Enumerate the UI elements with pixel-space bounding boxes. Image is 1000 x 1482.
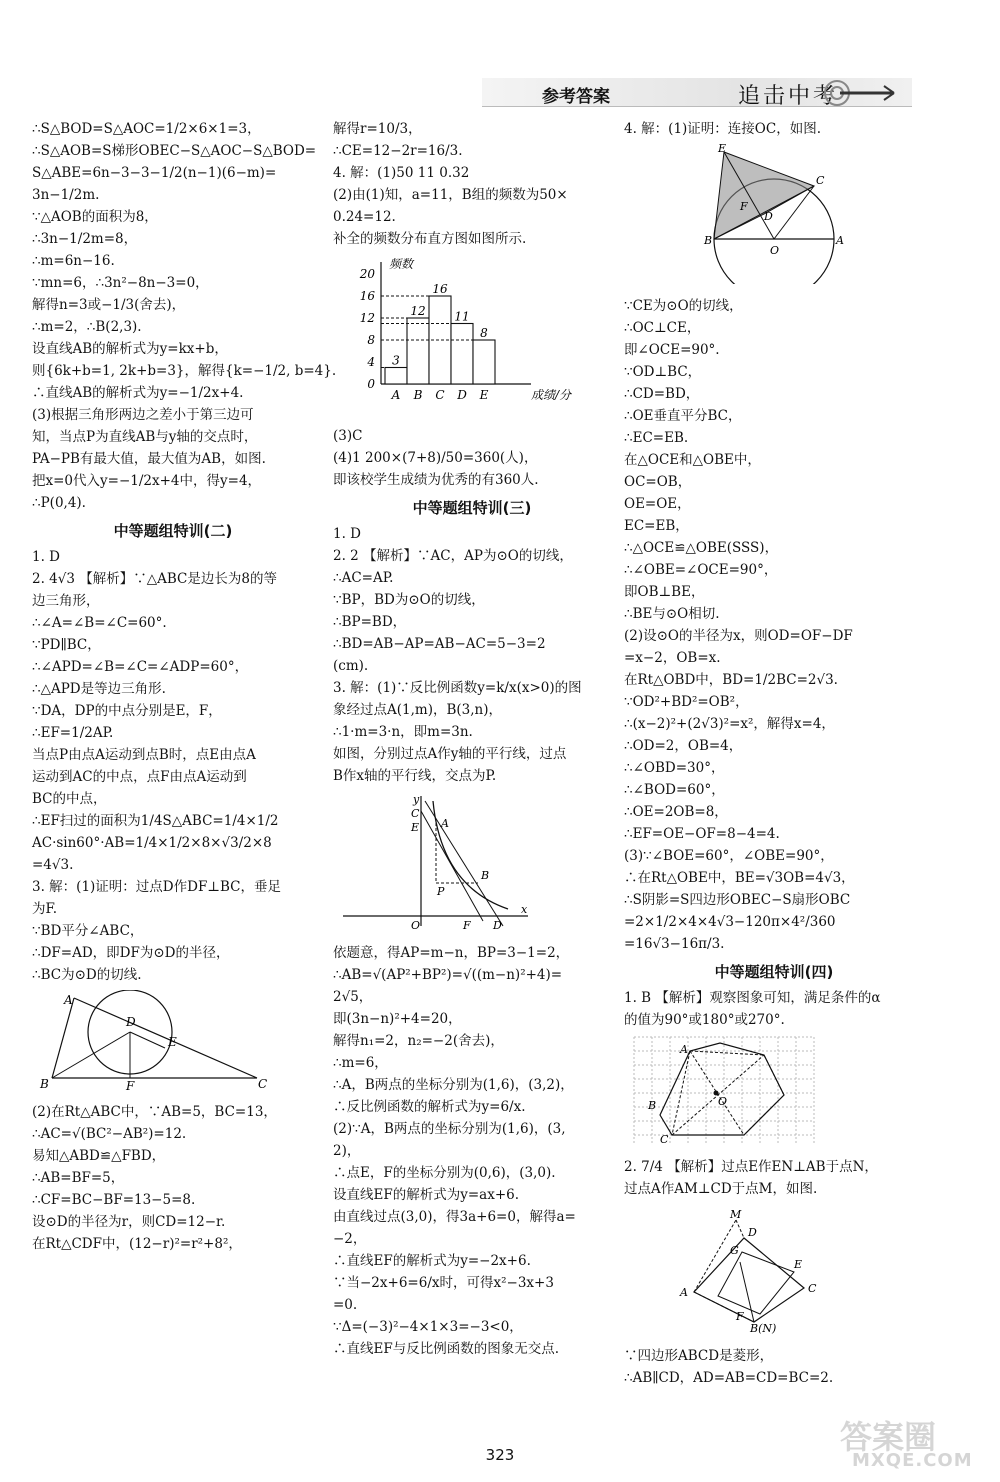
text-line: 4. 解：(1)50 11 0.32 <box>333 165 470 181</box>
text-line: 解得r=10/3， <box>333 121 422 137</box>
hist-y-tick: 0 <box>367 377 375 391</box>
text-line: ∵OD⊥BC， <box>624 364 702 380</box>
text-line: ∴∠A=∠B=∠C=60°. <box>32 615 167 631</box>
grid-label-A: A <box>680 1043 688 1056</box>
text-line: 设直线AB的解析式为y=kx+b， <box>32 341 228 357</box>
text-line: 解得n=3或−1/3(舍去)， <box>32 297 186 313</box>
text-line: (3)根据三角形两边之差小于第三边可 <box>32 407 254 423</box>
text-line: EC=EB， <box>624 518 689 534</box>
text-line: 2. 2 【解析】∵AC，AP为⊙O的切线， <box>333 548 573 564</box>
section-title-2: 中等题组特训(二) <box>113 522 233 540</box>
text-line: ∴∠OBD=30°， <box>624 760 725 776</box>
hist-category-label: E <box>479 388 489 402</box>
text-line: 即OB⊥BE， <box>624 584 705 600</box>
col1-text-block-2 <box>32 546 314 986</box>
column-1 <box>32 118 337 1255</box>
hist-y-label: 频数 <box>389 257 414 271</box>
column-2 <box>333 118 611 1360</box>
text-line: ∵PD∥BC， <box>32 637 101 653</box>
col1-text-block-1 <box>32 118 337 514</box>
text-line: 2)， <box>333 1143 361 1159</box>
rhombus-label-BN: B(N) <box>750 1322 777 1334</box>
text-line: ∴EF=1/2AP. <box>32 725 114 741</box>
col2-text-block-1 <box>333 118 611 250</box>
text-line: ∴EF扫过的面积为1/4S△ABC=1/4×1/2 <box>32 813 279 829</box>
text-line: 过点A作AM⊥CD于点M，如图. <box>624 1181 818 1197</box>
text-line: ∴△APD是等边三角形. <box>32 681 166 697</box>
figure-function-graph <box>333 791 611 938</box>
watermark-logo <box>840 1412 990 1474</box>
text-line: ∴EF=OE−OF=8−4=4. <box>624 826 780 842</box>
hist-x-label: 成绩/分 <box>531 388 572 402</box>
text-line: ∵BP，BD为⊙O的切线， <box>333 592 485 608</box>
label-A: A <box>64 993 73 1007</box>
text-line: ∴CE=12−2r=16/3. <box>333 143 463 159</box>
text-line: 设⊙D的半径为r，则CD=12−r. <box>32 1214 226 1230</box>
text-line: (3)C <box>333 428 363 444</box>
text-line: ∴直线EF的解析式为y=−2x+6. <box>333 1253 531 1269</box>
rhombus-label-M: M <box>730 1208 742 1221</box>
text-line: 象经过点A(1,m)，B(3,n)， <box>333 702 502 718</box>
rhombus-label-A: A <box>680 1286 688 1299</box>
label-C: C <box>258 1077 268 1090</box>
text-line: ∴CD=BD， <box>624 386 700 402</box>
page-header <box>482 78 912 112</box>
rhombus-label-F: F <box>736 1310 744 1323</box>
answer-label: 参考答案 <box>542 87 610 107</box>
text-line: ∴AB∥CD，AD=AB=CD=BC=2. <box>624 1370 834 1386</box>
text-line: ∴CF=BC−BF=13−5=8. <box>32 1192 196 1208</box>
text-line: ∴S△AOB=S梯形OBEC−S△AOC−S△BOD= <box>32 143 317 159</box>
hist-bar <box>451 324 473 385</box>
text-line: 设直线EF的解析式为y=ax+6. <box>333 1187 520 1203</box>
text-line: ∴EC=EB. <box>624 430 689 446</box>
text-line: ∴m=6， <box>333 1055 388 1071</box>
text-line: 由直线过点(3,0)，得3a+6=0，解得a= <box>333 1209 576 1225</box>
grid-label-C: C <box>660 1133 669 1145</box>
text-line: 为F. <box>32 901 58 917</box>
figure-grid-rotation <box>624 1035 924 1152</box>
text-line: ∵mn=6，∴3n²−8n−3=0， <box>32 275 209 291</box>
text-line: ∴OE=2OB=8， <box>624 804 728 820</box>
circle-label-C: C <box>816 174 825 187</box>
hist-y-tick: 4 <box>367 355 375 369</box>
text-line: 在△OCE和△OBE中， <box>624 452 761 468</box>
text-line: BC的中点， <box>32 791 107 807</box>
text-line: PA−PB有最大值，最大值为AB，如图. <box>32 451 266 467</box>
text-line: 边三角形， <box>32 593 100 609</box>
text-line: ∵OD²+BD²=OB²， <box>624 694 749 710</box>
rhombus-label-E: E <box>794 1258 803 1271</box>
text-line: (2)∵A，B两点的坐标分别为(1,6)，(3, <box>333 1121 566 1137</box>
text-line: ∵CE为⊙O的切线， <box>624 298 743 314</box>
text-line: 1. B 【解析】观察图象可知，满足条件的α <box>624 990 881 1006</box>
text-line: 即∠OCE=90°. <box>624 342 720 358</box>
grid-label-O: O <box>718 1095 728 1108</box>
text-line: ∴AB=BF=5， <box>32 1170 125 1186</box>
col2-text-block-2 <box>333 425 611 491</box>
label-D: D <box>126 1015 136 1029</box>
label-F: F <box>126 1079 135 1090</box>
text-line: ∴OC⊥CE， <box>624 320 701 336</box>
page-number: 323 <box>485 1446 515 1464</box>
text-line: (2)由(1)知，a=11，B组的频数为50× <box>333 187 568 203</box>
text-line: S△ABE=6n−3−3−1/2(n−1)(6−m)= <box>32 165 277 181</box>
text-line: AC·sin60°·AB=1/4×1/2×8×√3/2×8 <box>32 835 272 851</box>
text-line: ∴OD=2，OB=4， <box>624 738 743 754</box>
hist-y-tick: 12 <box>359 311 375 325</box>
figure-circle-tangent <box>624 144 924 291</box>
text-line: ∵BD平分∠ABC， <box>32 923 144 939</box>
graph-label-F: F <box>463 919 471 931</box>
watermark-line-2: MXQE.COM <box>852 1450 973 1471</box>
text-line: ∵DA，DP的中点分别是E，F， <box>32 703 222 719</box>
text-line: 如图，分别过点A作y轴的平行线，过点 <box>333 746 567 762</box>
text-line: =16√3−16π/3. <box>624 936 725 952</box>
circle-label-O: O <box>770 244 780 257</box>
text-line: ∴直线AB的解析式为y=−1/2x+4. <box>32 385 244 401</box>
text-line: 2. 4√3 【解析】∵△ABC是边长为8的等 <box>32 571 277 587</box>
graph-label-O: O <box>411 919 421 931</box>
hist-category-label: D <box>457 388 467 402</box>
text-line: =x−2，OB=x. <box>624 650 721 666</box>
rhombus-label-D: D <box>748 1226 757 1239</box>
hist-y-tick: 16 <box>359 289 375 303</box>
text-line: 2. 7/4 【解析】过点E作EN⊥AB于点N， <box>624 1159 878 1175</box>
text-line: ∴AC=√(BC²−AB²)=12. <box>32 1126 187 1142</box>
circle-label-D: D <box>764 210 773 223</box>
text-line: 知，当点P为直线AB与y轴的交点时， <box>32 429 258 445</box>
text-line: 即(3n−n)²+4=20， <box>333 1011 462 1027</box>
circle-label-F: F <box>740 200 748 213</box>
col3-text-block-5 <box>624 1345 924 1389</box>
text-line: ∴直线EF与反比例函数的图象无交点. <box>333 1341 560 1357</box>
graph-label-C: C <box>411 807 420 820</box>
text-line: −2， <box>333 1231 367 1247</box>
text-line: 则{6k+b=1, 2k+b=3}，解得{k=−1/2, b=4}. <box>32 363 337 379</box>
graph-label-y: y <box>413 793 420 806</box>
text-line: 3. 解：(1)证明：过点D作DF⊥BC，垂足 <box>32 879 282 895</box>
text-line: (3)∵∠BOE=60°，∠OBE=90°， <box>624 848 834 864</box>
text-line: =4√3. <box>32 857 74 873</box>
text-line: 0.24=12. <box>333 209 396 225</box>
text-line: ∴BD=AB−AP=AB−AC=5−3=2 <box>333 636 546 652</box>
text-line: (2)在Rt△ABC中，∵AB=5，BC=13， <box>32 1104 277 1120</box>
text-line: 3. 解：(1)∵反比例函数y=k/x(x>0)的图 <box>333 680 582 696</box>
text-line: ∴△OCE≌△OBE(SSS)， <box>624 540 779 556</box>
text-line: ∴AC=AP. <box>333 570 394 586</box>
text-line: OC=OB， <box>624 474 692 490</box>
brand-title: 追击中考 <box>738 84 839 109</box>
text-line: ∴∠OBE=∠OCE=90°， <box>624 562 778 578</box>
text-line: 1. D <box>32 549 60 565</box>
hist-bar <box>385 368 407 385</box>
hist-bar-value: 8 <box>480 326 488 340</box>
text-line: ∴S阴影=S四边形OBEC−S扇形OBC <box>624 892 851 908</box>
text-line: (cm). <box>333 658 369 674</box>
rhombus-label-C: C <box>808 1282 817 1295</box>
text-line: ∴3n−1/2m=8， <box>32 231 138 247</box>
graph-label-B: B <box>481 869 490 882</box>
hist-bar-value: 11 <box>454 309 470 324</box>
hist-category-label: C <box>435 388 445 402</box>
text-line: ∴P(0,4). <box>32 495 86 511</box>
text-line: ∴m=2，∴B(2,3). <box>32 319 142 335</box>
text-line: 在Rt△CDF中，(12−r)²=r²+8²， <box>32 1236 242 1252</box>
text-line: ∴A，B两点的坐标分别为(1,6)，(3,2)， <box>333 1077 574 1093</box>
text-line: 补全的频数分布直方图如图所示. <box>333 231 527 247</box>
text-line: ∵四边形ABCD是菱形， <box>624 1348 774 1364</box>
col1-text-block-3 <box>32 1101 314 1255</box>
text-line: 在Rt△OBD中，BD=1/2BC=2√3. <box>624 672 838 688</box>
text-line: ∴点E，F的坐标分别为(0,6)，(3,0). <box>333 1165 556 1181</box>
text-line: (2)设⊙O的半径为x，则OD=OF−DF <box>624 628 853 644</box>
text-line: 1. D <box>333 526 361 542</box>
text-line: ∴BC为⊙D的切线. <box>32 967 142 983</box>
text-line: ∴(x−2)²+(2√3)²=x²，解得x=4， <box>624 716 835 732</box>
hist-category-label: B <box>413 388 423 402</box>
circle-label-A: A <box>836 234 844 247</box>
graph-label-P: P <box>437 885 445 898</box>
hist-category-label: A <box>391 388 401 402</box>
rhombus-label-G: G <box>730 1244 739 1257</box>
figure-rhombus <box>624 1204 924 1341</box>
text-line: 3n−1/2m. <box>32 187 100 203</box>
text-line: 当点P由点A运动到点B时，点E由点A <box>32 747 256 763</box>
graph-label-E: E <box>411 821 420 834</box>
text-line: (4)1 200×(7+8)/50=360(人)， <box>333 450 538 466</box>
text-line: 4. 解：(1)证明：连接OC，如图. <box>624 121 821 137</box>
col3-text-block-2 <box>624 295 924 955</box>
text-line: ∴∠BOD=60°， <box>624 782 725 798</box>
text-line: ∴OE垂直平分BC， <box>624 408 742 424</box>
watermark-line-1: 答案圈 <box>840 1418 937 1456</box>
hist-bar-value: 3 <box>392 353 400 368</box>
col3-text-block-1 <box>624 118 924 140</box>
text-line: ∴S△BOD=S△AOC=1/2×6×1=3， <box>32 121 261 137</box>
hist-bar <box>407 318 429 384</box>
hist-bar-value: 12 <box>410 304 426 318</box>
text-line: ∵△AOB的面积为8， <box>32 209 158 225</box>
text-line: 运动到AC的中点，点F由点A运动到 <box>32 769 247 785</box>
text-line: B作x轴的平行线，交点为P. <box>333 768 497 784</box>
text-line: OE=OE， <box>624 496 691 512</box>
col2-text-block-4 <box>333 942 611 1360</box>
col3-text-block-3 <box>624 987 924 1031</box>
text-line: ∴BE与⊙O相切. <box>624 606 720 622</box>
text-line: ∴∠APD=∠B=∠C=∠ADP=60°， <box>32 659 249 675</box>
text-line: 即该校学生成绩为优秀的有360人. <box>333 472 539 488</box>
text-line: ∵当−2x+6=6/x时，可得x²−3x+3 <box>333 1275 554 1291</box>
section-title-4: 中等题组特训(四) <box>714 963 834 981</box>
column-3 <box>624 118 924 1389</box>
col3-text-block-4 <box>624 1156 924 1200</box>
circle-label-E: E <box>718 144 727 155</box>
hist-bar <box>473 340 495 384</box>
section-title-3: 中等题组特训(三) <box>412 499 532 517</box>
text-line: 易知△ABD≌△FBD， <box>32 1148 166 1164</box>
text-line: =2×1/2×4×4√3−120π×4²/360 <box>624 914 836 930</box>
text-line: ∵Δ=(−3)²−4×1×3=−3<0， <box>333 1319 523 1335</box>
text-line: ∴1·m=3·n，即m=3n. <box>333 724 473 740</box>
text-line: 2√5， <box>333 989 373 1005</box>
circle-label-B: B <box>704 234 713 247</box>
arrow-target-icon <box>822 78 902 108</box>
graph-label-x: x <box>521 903 528 916</box>
text-line: =0. <box>333 1297 358 1313</box>
label-E: E <box>168 1035 177 1049</box>
text-line: ∴在Rt△OBE中，BE=√3OB=4√3， <box>624 870 855 886</box>
hist-y-tick: 8 <box>367 333 375 347</box>
figure-histogram <box>333 254 611 421</box>
hist-y-tick: 20 <box>359 267 375 281</box>
text-line: 依题意，得AP=m−n，BP=3−1=2， <box>333 945 570 961</box>
text-line: ∴AB=√(AP²+BP²)=√((m−n)²+4)= <box>333 967 563 983</box>
hist-bar-value: 16 <box>432 282 448 296</box>
text-line: ∴m=6n−16. <box>32 253 115 269</box>
text-line: 把x=0代入y=−1/2x+4中，得y=4， <box>32 473 262 489</box>
text-line: ∴DF=AD，即DF为⊙D的半径， <box>32 945 230 961</box>
label-B: B <box>40 1077 49 1090</box>
col2-text-block-3 <box>333 523 611 787</box>
text-line: ∴反比例函数的解析式为y=6/x. <box>333 1099 526 1115</box>
graph-label-A: A <box>441 817 449 830</box>
grid-label-B: B <box>648 1099 657 1112</box>
graph-label-D: D <box>493 919 502 931</box>
text-line: 的值为90°或180°或270°. <box>624 1012 785 1028</box>
text-line: ∴BP=BD， <box>333 614 407 630</box>
figure-triangle-circle <box>32 990 314 1097</box>
text-line: 解得n₁=2，n₂=−2(舍去)， <box>333 1033 504 1049</box>
